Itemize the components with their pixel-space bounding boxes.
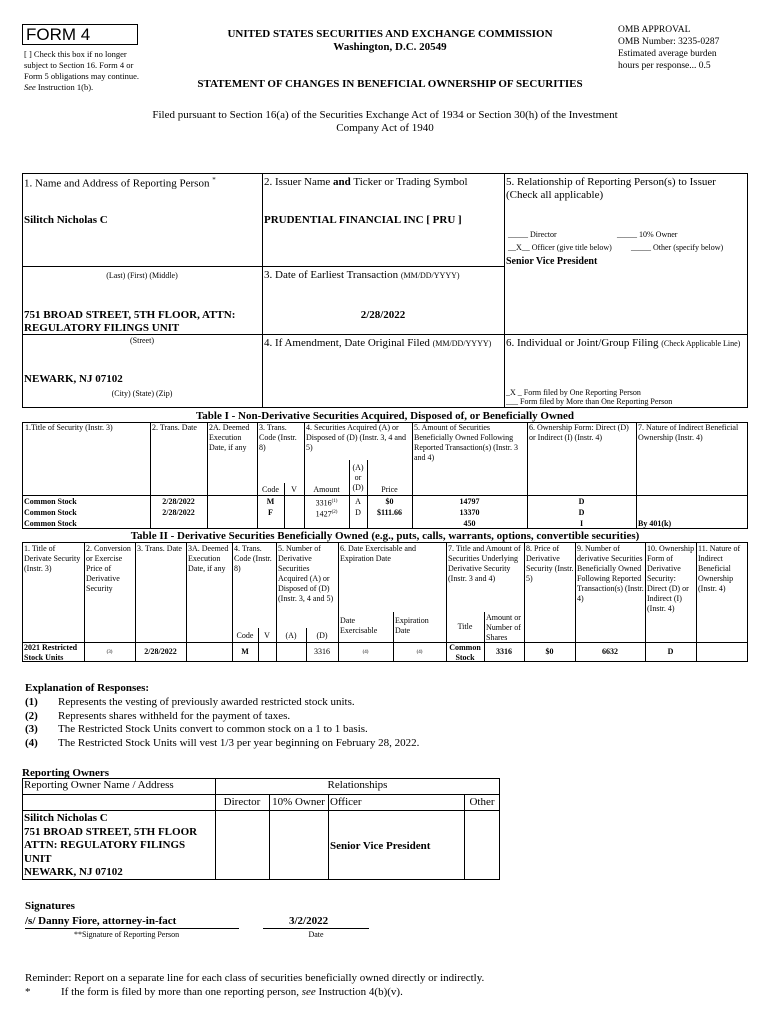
check-box-see: See — [24, 82, 36, 92]
t1-h-ownership: 6. Ownership Form: Direct (D) or Indirect (I) (Instr. 4) — [529, 423, 629, 442]
t1-sub-price: Price — [381, 485, 398, 494]
t1-cell-title-value: Common Stock — [24, 508, 77, 517]
t2-row-title: 2021 Restricted Stock Units — [24, 643, 78, 662]
t2-h-nature: 11. Nature of Indirect Beneficial Ownership (Instr. 4) — [698, 544, 741, 593]
t2-sub-code: Code — [236, 631, 254, 640]
t1-cell-title — [24, 497, 150, 507]
signer-caption-mark: ** — [74, 930, 82, 939]
t1-sub-aord: (A) or (D) — [352, 463, 364, 492]
t1-sub-v: V — [291, 485, 297, 494]
t1-cell-aord — [349, 497, 367, 507]
t2-h-date: 3. Trans. Date — [137, 544, 182, 553]
box4-label-text: 4. If Amendment, Date Original Filed — [264, 337, 430, 349]
owner-address-line: NEWARK, NJ 07102 — [24, 866, 123, 878]
box3-label-fmt: (MM/DD/YYYY) — [400, 271, 460, 280]
t1-cell-owned — [412, 508, 527, 518]
reminder: Reminder: Report on a separate line for each class of securities beneficially owned directly or indirectly. — [25, 972, 485, 984]
name-caption: (Last) (First) (Middle) — [106, 271, 178, 280]
t2-sub-expiration: Expiration Date — [395, 616, 429, 635]
t1-cell-owned — [412, 497, 527, 507]
owner-address-line: UNIT — [24, 852, 52, 865]
t2-sub-amount: Amount or Number of Shares — [486, 613, 521, 642]
t1-cell-price — [367, 497, 412, 507]
owners-col-ten-pct: 10% Owner — [272, 796, 325, 808]
owners-col-director: Director — [223, 796, 261, 808]
owners-col-name: Reporting Owner Name / Address — [24, 779, 174, 791]
footer-note — [61, 986, 403, 998]
t1-h-nature: 7. Nature of Indirect Beneficial Ownership (Instr. 4) — [638, 423, 739, 442]
street-caption: (Street) — [130, 336, 154, 345]
t1-cell-form-value: D — [578, 508, 585, 517]
reporting-person-name: Silitch Nicholas C — [24, 214, 108, 226]
box1-label — [24, 176, 216, 190]
t1-sub-amount: Amount — [313, 485, 340, 494]
t1-cell-code-value: F — [268, 508, 273, 517]
t2-sub-d: (D) — [316, 631, 328, 640]
rel-officer: __X__ Officer (give title below) — [508, 243, 612, 252]
statement-title: STATEMENT OF CHANGES IN BENEFICIAL OWNERSHIP OF SECURITIES — [197, 78, 583, 90]
box1-label-mark: * — [212, 176, 216, 184]
t1-h-deemed: 2A. Deemed Execution Date, if any — [209, 423, 250, 452]
box2-label-and: and — [333, 176, 351, 188]
t1-cell-date-value: 2/28/2022 — [162, 497, 195, 506]
footer-note-b: Instruction 4(b)(v). — [318, 986, 403, 998]
t1-cell-date-value: 2/28/2022 — [162, 508, 195, 517]
t1-cell-price — [367, 508, 412, 518]
explanation-num: (4) — [25, 736, 38, 749]
t1-cell-amount-value: 3316 — [315, 498, 332, 508]
t1-cell-price-value: $0 — [385, 497, 394, 506]
t1-cell-nature — [638, 519, 746, 529]
t2-h-deemed: 3A. Deemed Execution Date, if any — [188, 544, 229, 573]
explanation-heading: Explanation of Responses: — [25, 682, 150, 694]
t2-row-owned: 6632 — [602, 647, 618, 656]
t1-cell-form — [527, 508, 636, 518]
form-title-box — [22, 24, 138, 45]
filing-one-person: _X _ Form filed by One Reporting Person — [506, 388, 641, 397]
box4-label-fmt: (MM/DD/YYYY) — [432, 339, 492, 348]
explanation-text: Represents shares withheld for the payment of taxes. — [58, 709, 291, 722]
rel-other: _____ Other (specify below) — [631, 243, 724, 252]
earliest-transaction-date: 2/28/2022 — [360, 309, 406, 321]
explanation-num: (1) — [25, 696, 38, 708]
t1-cell-title-value: Common Stock — [24, 497, 77, 506]
t2-row-code: M — [241, 647, 249, 656]
t1-cell-date — [150, 497, 207, 507]
check-box-instr: Instruction 1(b). — [37, 82, 94, 92]
explanation-list — [25, 696, 419, 750]
t1-cell-owned-value: 450 — [463, 519, 476, 528]
table2-title: Table II - Derivative Securities Beneficially Owned (e.g., puts, calls, warrants, options, convertible securities) — [130, 530, 640, 542]
t1-cell-amount-note: (2) — [331, 510, 338, 515]
t1-cell-amount-value: 1427 — [315, 509, 332, 519]
explanation-num: (3) — [25, 723, 38, 735]
signer-caption — [74, 930, 179, 939]
box5-label: 5. Relationship of Reporting Person(s) to Issuer (Check all applicable) — [506, 176, 716, 201]
t2-row-price: $0 — [545, 647, 554, 656]
t2-sub-a: (A) — [285, 631, 297, 640]
signature-date: 3/2/2022 — [289, 915, 329, 927]
t2-row-expiration: (4) — [416, 650, 423, 655]
issuer-name: PRUDENTIAL FINANCIAL INC [ PRU ] — [264, 214, 462, 226]
omb-burden: Estimated average burden — [618, 49, 717, 59]
t2-row-underlying-title: Common Stock — [449, 643, 481, 662]
t2-h-underlying: 7. Title and Amount of Securities Underlying Derivative Security (Instr. 3 and 4) — [448, 544, 521, 583]
t1-cell-code — [257, 508, 284, 518]
explanation-text: Represents the vesting of previously awarded restricted stock units. — [58, 696, 355, 708]
t2-sub-exercisable: Date Exercisable — [340, 616, 378, 635]
t1-cell-code — [257, 497, 284, 507]
filing-more-persons: ___ Form filed by More than One Reporting Person — [506, 397, 673, 406]
t1-cell-code-value: M — [266, 497, 275, 506]
t1-cell-form — [527, 497, 636, 507]
reporting-person-city: NEWARK, NJ 07102 — [24, 373, 123, 385]
box1-label-text: 1. Name and Address of Reporting Person — [24, 177, 210, 190]
owners-col-relationships: Relationships — [327, 779, 388, 791]
box2-label-a: 2. Issuer Name — [264, 176, 331, 188]
omb-number: OMB Number: 3235-0287 — [618, 37, 720, 47]
reporting-person-street: 751 BROAD STREET, 5TH FLOOR, ATTN: REGULATORY FILINGS UNIT — [24, 309, 236, 334]
agency-city: Washington, D.C. 20549 — [333, 41, 447, 53]
owners-col-other: Other — [469, 796, 495, 808]
box3-label — [264, 269, 460, 281]
footer-note-see: see — [301, 986, 316, 998]
t1-cell-form — [527, 519, 636, 529]
t2-h-exercisable: 6. Date Exercisable and Expiration Date — [340, 544, 416, 563]
box6-label-text: 6. Individual or Joint/Group Filing — [506, 337, 659, 349]
t1-cell-title-value: Common Stock — [24, 519, 77, 528]
t1-cell-date — [150, 508, 207, 518]
t1-cell-owned-value: 14797 — [459, 497, 480, 506]
t2-row-underlying-amount: 3316 — [496, 647, 512, 656]
t1-cell-amount-note: (1) — [331, 499, 338, 504]
rel-officer-title: Senior Vice President — [506, 256, 598, 267]
filed-pursuant: Filed pursuant to Section 16(a) of the Securities Exchange Act of 1934 or Section 30(h) of the Investment Company Act of 1940 — [152, 109, 618, 134]
t1-cell-title — [24, 508, 150, 518]
t1-cell-owned — [412, 519, 527, 529]
list-item — [25, 723, 419, 737]
explanation-num: (2) — [25, 709, 38, 722]
t2-h-code: 4. Trans. Code (Instr. 8) — [234, 544, 272, 573]
t1-cell-owned-value: 13370 — [459, 508, 480, 517]
t1-cell-amount — [304, 497, 349, 509]
t2-h-form: 10. Ownership Form of Derivative Security: Direct (D) or Indirect (I) (Instr. 4) — [647, 544, 695, 613]
t1-sub-code: Code — [262, 485, 279, 494]
t2-h-owned: 9. Number of derivative Securities Beneficially Owned Following Reported Transaction(s) (Instr. 4) — [577, 544, 644, 603]
box6-label-note: (Check Applicable Line) — [661, 339, 741, 348]
t1-cell-title — [24, 519, 150, 529]
footer-star: * — [25, 986, 31, 998]
explanation-text: The Restricted Stock Units will vest 1/3 per year beginning on February 28, 2022. — [58, 736, 420, 749]
list-item — [25, 737, 419, 751]
t1-h-securities: 4. Securities Acquired (A) or Disposed of (D) (Instr. 3, 4 and 5) — [306, 423, 406, 452]
owner-address-line: ATTN: REGULATORY FILINGS — [24, 839, 186, 851]
t2-row-form: D — [667, 647, 674, 656]
t1-cell-aord — [349, 508, 367, 518]
city-caption: (City) (State) (Zip) — [111, 389, 173, 398]
date-caption: Date — [308, 930, 324, 939]
t1-h-amount-owned: 5. Amount of Securities Beneficially Owned Following Reported Transaction(s) (Instr. 3 and 4) — [414, 423, 518, 462]
t1-cell-aord-value: D — [355, 508, 361, 517]
owner-address-line: Silitch Nicholas C — [24, 812, 108, 824]
t2-h-price: 8. Price of Derivative Security (Instr. 5) — [526, 544, 574, 583]
t1-cell-nature-value: By 401(k) — [638, 519, 672, 528]
t2-h-conversion: 2. Conversion or Exercise Price of Derivative Security — [86, 544, 131, 593]
t1-h-title: 1.Title of Security (Instr. 3) — [25, 423, 113, 432]
t1-cell-amount — [304, 508, 349, 520]
t1-h-date: 2. Trans. Date — [152, 423, 197, 432]
agency-name: UNITED STATES SECURITIES AND EXCHANGE COMMISSION — [227, 28, 553, 40]
rel-ten-pct: _____ 10% Owner — [617, 230, 678, 239]
omb-approval: OMB APPROVAL — [618, 25, 691, 35]
owner-address-line: 751 BROAD STREET, 5TH FLOOR — [24, 825, 198, 838]
box4-label — [264, 337, 491, 349]
check-box-text: [ ] Check this box if no longer subject to Section 16. Form 4 or Form 5 obligations may continue. — [24, 49, 139, 81]
top-boxes-frame — [22, 173, 748, 408]
t1-cell-form-value: I — [579, 519, 584, 528]
t2-row-d: 3316 — [314, 647, 330, 656]
rel-director: _____ Director — [508, 230, 557, 239]
list-item — [25, 696, 419, 710]
owner-name-address — [24, 812, 197, 880]
t1-cell-price-value: $111.66 — [376, 508, 403, 517]
t2-h-title: 1. Title of Derivate Security (Instr. 3) — [24, 544, 81, 573]
t1-h-code: 3. Trans. Code (Instr. 8) — [259, 423, 297, 452]
t2-row-exercisable: (4) — [362, 650, 369, 655]
form-title: FORM 4 — [26, 25, 91, 44]
box6-label — [506, 337, 746, 350]
owners-col-officer: Officer — [330, 796, 362, 808]
signer-caption-text: Signature of Reporting Person — [82, 930, 180, 939]
owners-heading: Reporting Owners — [22, 767, 110, 779]
t1-cell-form-value: D — [578, 497, 585, 506]
t1-cell-aord-value: A — [355, 497, 361, 506]
signatures-heading: Signatures — [25, 900, 75, 912]
t2-row-conv: (3) — [106, 650, 113, 655]
box3-label-text: 3. Date of Earliest Transaction — [264, 269, 399, 281]
t2-h-number: 5. Number of Derivative Securities Acquired (A) or Disposed of (D) (Instr. 3, 4 and 5) — [278, 544, 334, 603]
table1-title: Table I - Non-Derivative Securities Acquired, Disposed of, or Beneficially Owned — [195, 410, 575, 422]
omb-hours: hours per response... 0.5 — [618, 61, 711, 71]
check-box-note — [24, 49, 152, 93]
t2-sub-title: Title — [457, 622, 473, 631]
explanation-text: The Restricted Stock Units convert to common stock on a 1 to 1 basis. — [58, 723, 368, 735]
t2-row-date: 2/28/2022 — [144, 647, 177, 656]
signer: /s/ Danny Fiore, attorney-in-fact — [25, 915, 177, 927]
box2-label — [264, 176, 468, 188]
footer-note-a: If the form is filed by more than one reporting person, — [61, 986, 299, 998]
list-item — [25, 710, 419, 724]
box2-label-b: Ticker or Trading Symbol — [353, 176, 468, 188]
omb-box — [618, 24, 758, 72]
t2-sub-v: V — [264, 631, 270, 640]
owner-officer-title: Senior Vice President — [330, 840, 431, 852]
